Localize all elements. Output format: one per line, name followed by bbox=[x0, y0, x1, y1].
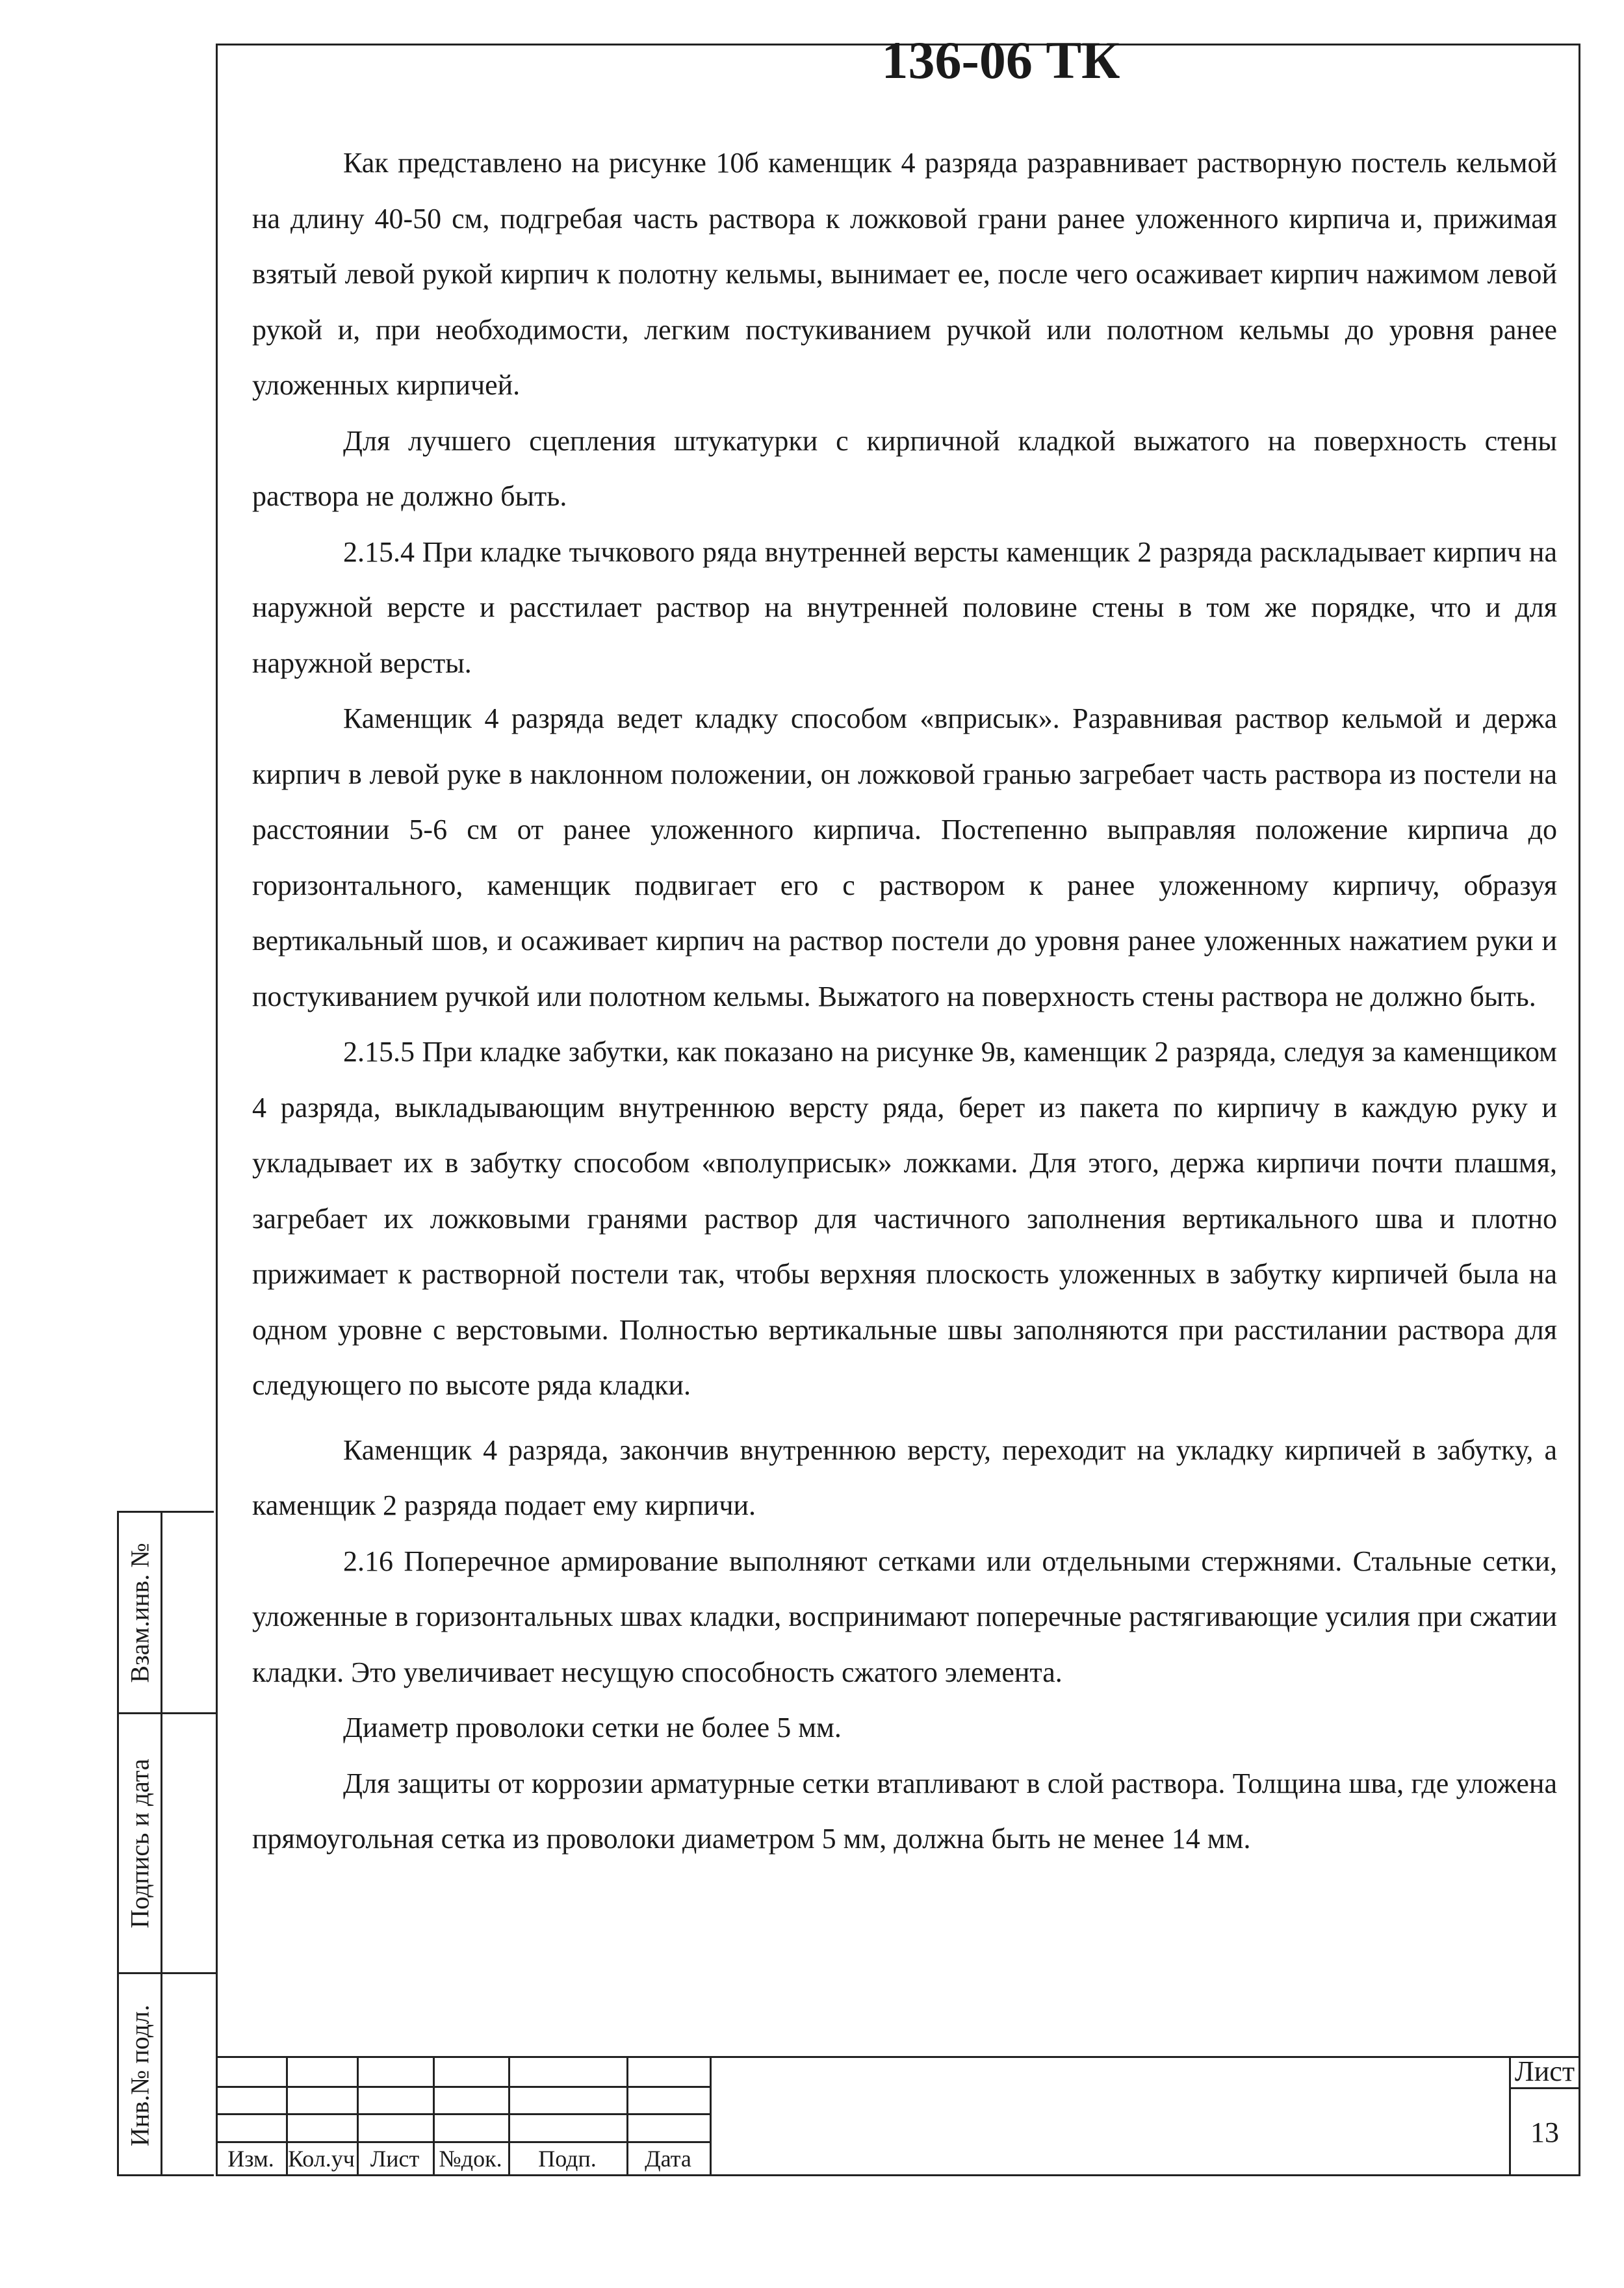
header-docnum: №док. bbox=[439, 2146, 502, 2172]
paragraph: 2.15.4 При кладке тычкового ряда внутренней версты каменщик 2 разряда раскладывает кирпич на наружной версте и расстилает раствор на внутренней половине стены в том же порядке, что и для наружной версты. bbox=[252, 535, 1557, 679]
header-date: Дата bbox=[645, 2146, 691, 2172]
header-change: Изм. bbox=[227, 2146, 274, 2172]
paragraph: Для лучшего сцепления штукатурки с кирпичной кладкой выжатого на поверхность стены раствора не должно быть. bbox=[252, 424, 1557, 512]
side-label-sign-date: Подпись и дата bbox=[125, 1758, 155, 1929]
paragraph: Для защиты от коррозии арматурные сетки втапливают в слой раствора. Толщина шва, где уложена прямоугольная сетка из проволоки диаметром 5 мм, должна быть не менее 14 мм. bbox=[252, 1767, 1557, 1855]
side-cell-inv-orig bbox=[119, 1974, 216, 2176]
side-label-ref-inv: Взам.инв. № bbox=[125, 1542, 155, 1683]
sheet-label: Лист bbox=[1514, 2055, 1575, 2087]
header-sheet: Лист bbox=[370, 2146, 420, 2172]
paragraph: 2.15.5 При кладке забутки, как показано на рисунке 9в, каменщик 2 разряда, следуя за каменщиком 4 разряда, выкладывающим внутреннюю версту ряда, берет из пакета по кирпичу в каждую руку и укладывает их в забутку способом «вполуприсык» ложками. Для этого, держа кирпичи почти плашмя, загребает их ложковыми гранями раствор для частичного заполнения вертикального шва и плотно прижимает к растворной постели так, чтобы верхняя плоскость уложенных в забутку кирпичей была на одном уровне с верстовыми. Полностью вертикальные швы заполняются при расстилании раствора для следующего по высоте ряда кладки. bbox=[252, 1036, 1557, 1401]
header-qty: Кол.уч bbox=[288, 2146, 355, 2172]
paragraph: Каменщик 4 разряда ведет кладку способом «вприсык». Разравнивая раствор кельмой и держа кирпич в левой руке в наклонном положении, он ложковой гранью загребает часть раствора из постели на расстоянии 5-6 см от ранее уложенного кирпича. Постепенно выправляя положение кирпича до горизонтального, каменщик подвигает его с раствором к ранее уложенному кирпичу, образуя вертикальный шов, и осаживает кирпич на раствор постели до уровня ранее уложенных нажатием руки и постукиванием ручкой или полотном кельмы. Выжатого на поверхность стены раствора не должно быть. bbox=[252, 702, 1557, 1012]
sheet-number: 13 bbox=[1530, 2116, 1559, 2148]
main-text bbox=[252, 135, 1557, 1867]
header-sign: Подп. bbox=[538, 2146, 597, 2172]
side-stamp bbox=[117, 1511, 214, 2176]
side-label-inv-orig: Инв.№ подл. bbox=[125, 2004, 155, 2146]
paragraph: Диаметр проволоки сетки не более 5 мм. bbox=[343, 1712, 842, 1743]
document-code: 136-06 ТК bbox=[881, 30, 1120, 90]
paragraph: Как представлено на рисунке 10б каменщик 4 разряда разравнивает растворную постель кельмой на длину 40-50 см, подгребая часть раствора к ложковой грани ранее уложенного кирпича и, прижимая взятый левой рукой кирпич к полотну кельмы, вынимает ее, после чего осаживает кирпич нажимом левой рукой и, при необходимости, легким постукиванием ручкой или полотном кельмы до уровня ранее уложенных кирпичей. bbox=[252, 147, 1557, 401]
paragraph: Каменщик 4 разряда, закончив внутреннюю версту, переходит на укладку кирпичей в забутку, а каменщик 2 разряда подает ему кирпичи. bbox=[252, 1433, 1557, 1521]
paragraph: 2.16 Поперечное армирование выполняют сетками или отдельными стержнями. Стальные сетки, уложенные в горизонтальных швах кладки, воспринимают поперечные растягивающие усилия при сжатии кладки. Это увеличивает несущую способность сжатого элемента. bbox=[252, 1545, 1557, 1688]
side-cell-sign-date bbox=[119, 1714, 216, 1974]
title-block bbox=[216, 2056, 1580, 2176]
side-cell-ref-inv bbox=[119, 1513, 216, 1714]
